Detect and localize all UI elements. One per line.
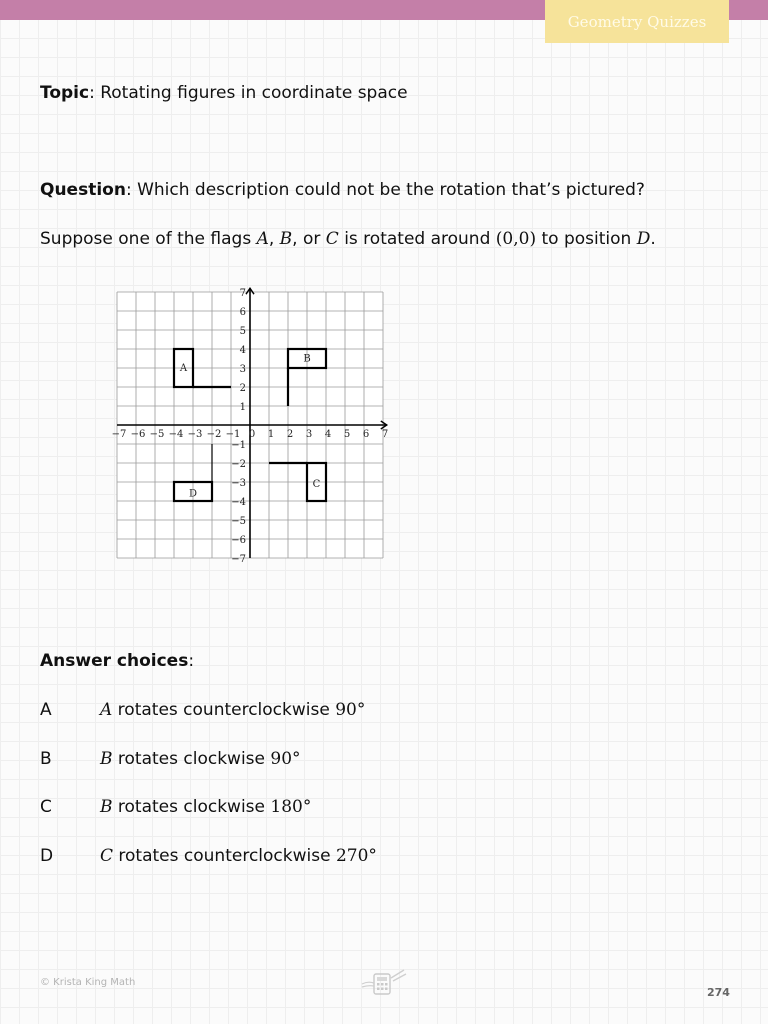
copyright: © Krista King Math [40,977,136,988]
answer-choices-label: Answer choices [40,651,189,671]
choice-letter: A [40,700,52,720]
flag-d-label: D [188,488,198,500]
x-tick-label: −1 [225,429,241,440]
setup-text: . [650,229,656,249]
choice-angle: 270° [335,846,377,866]
y-tick-label: 5 [239,326,246,337]
y-tick-label: 4 [239,345,246,356]
setup-text: is rotated around [338,229,496,249]
flag-a-label: A [179,363,188,375]
question-line [40,180,645,200]
y-tick-label: −4 [231,497,246,508]
y-tick-label: 2 [239,383,246,394]
y-tick-label: −2 [231,459,246,470]
x-tick-label: 0 [248,429,256,440]
choice-angle: 90° [335,700,366,720]
setup-text: , or [292,229,326,249]
choice-letter: C [40,797,52,817]
x-tick-label: −6 [130,429,146,440]
question-label: Question [40,180,126,200]
y-tick-label: −5 [231,516,246,527]
page-number: 274 [707,986,730,999]
x-tick-label: 1 [267,429,275,440]
flag-c-ref: C [325,229,339,249]
answer-choices-heading [40,651,194,671]
x-tick-label: 7 [381,429,389,440]
topic-text: : Rotating figures in coordinate space [89,83,408,103]
y-tick-label: 7 [239,288,246,299]
choice-angle: 180° [270,797,312,817]
choice-text: rotates counterclockwise [113,846,336,866]
x-tick-label: 5 [343,429,351,440]
y-tick-label: 6 [239,307,246,318]
x-tick-label: −4 [168,429,184,440]
choice-flag: A [100,700,113,720]
choice-text: rotates clockwise [112,797,271,817]
question-text: : Which description could not be the rotation that’s pictured? [125,180,645,200]
flag-d-ref: D [636,229,651,249]
setup-text: Suppose one of the flags [40,229,257,249]
topic-label: Topic [40,83,90,103]
y-tick-label: 1 [239,402,246,413]
x-tick-label: 4 [324,429,332,440]
y-tick-label: −6 [231,535,246,546]
setup-text: , [268,229,280,249]
x-tick-label: −7 [111,429,127,440]
flag-b-label: B [303,353,311,365]
flag-b-ref: B [279,229,293,249]
answer-choice-b[interactable] [40,749,301,769]
origin-ref: (0,0) [495,229,537,249]
y-tick-label: 3 [239,364,246,375]
topic-line [40,83,408,103]
y-tick-label: −3 [231,478,246,489]
x-tick-label: 6 [362,429,370,440]
y-tick-label: −1 [231,440,246,451]
x-tick-label: −3 [187,429,203,440]
section-tag: Geometry Quizzes [545,0,729,43]
choice-flag: C [100,846,114,866]
x-tick-label: 3 [305,429,313,440]
flag-a-ref: A [256,229,269,249]
choice-text: rotates counterclockwise [112,700,336,720]
coordinate-grid [105,280,395,570]
answer-colon: : [188,651,195,671]
y-tick-label: −7 [231,554,246,565]
question-setup [40,229,656,249]
choice-letter: D [40,846,54,866]
x-tick-label: 2 [286,429,294,440]
choice-angle: 90° [270,749,301,769]
setup-text: to position [536,229,637,249]
choice-letter: B [40,749,52,769]
x-tick-label: −2 [206,429,222,440]
answer-choice-d[interactable] [40,846,377,866]
calculator-logo-icon [360,968,408,996]
flag-c-label: C [312,478,321,490]
x-tick-label: −5 [149,429,165,440]
answer-choice-a[interactable] [40,700,365,720]
answer-choice-c[interactable] [40,797,311,817]
choice-flag: B [100,797,113,817]
choice-flag: B [100,749,113,769]
choice-text: rotates clockwise [112,749,271,769]
